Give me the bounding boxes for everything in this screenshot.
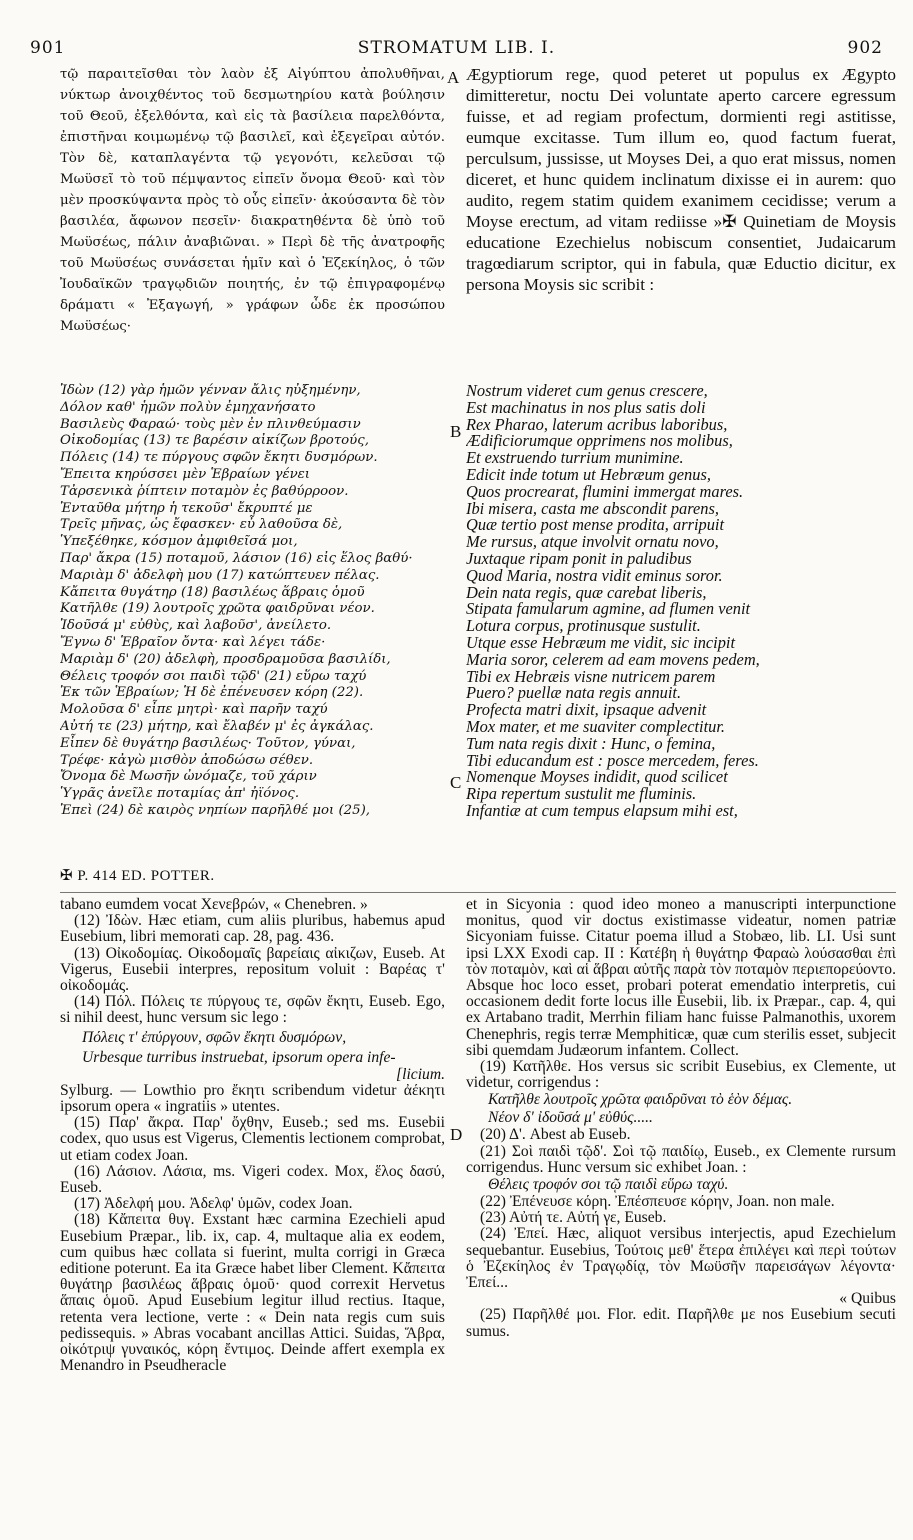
verse-line: Quæ tertio post mense prodita, arripuit bbox=[466, 515, 725, 535]
verse-line: Rex Pharao, laterum acribus laboribus, bbox=[466, 414, 728, 434]
verse-line: Ἔπειτα κηρύσσει μὲν Ἑβραίων γένει bbox=[60, 466, 311, 482]
verse-line: Τρεῖς μῆνας, ὡς ἔφασκεν· εὖ λαθοῦσα δὲ, bbox=[60, 517, 343, 533]
note-text: (16) Λάσιον. Λάσια, ms. Vigeri codex. Mox, ἕλος δασύ, Euseb. bbox=[60, 1162, 445, 1197]
margin-marker-b: B bbox=[450, 422, 462, 441]
greek-verse-column bbox=[60, 383, 445, 823]
divider bbox=[60, 892, 896, 893]
verse-line: Stipata famularum agmine, ad flumen venit bbox=[466, 599, 751, 619]
verse-line: Ὑγρᾶς ἀνεῖλε ποταμίας ἀπ' ἠϊόνος. bbox=[60, 786, 300, 802]
verse-line: Κατῆλθε (19) λουτροῖς χρῶτα φαιδρῦναι νέον. bbox=[60, 601, 375, 617]
verse-line: Ædificiorumque opprimens nos molibus, bbox=[466, 431, 733, 451]
note-paragraph bbox=[466, 1127, 896, 1143]
note-paragraph bbox=[466, 1144, 896, 1176]
verse-line: Tum nata regis dixit : Hunc, o femina, bbox=[466, 733, 716, 753]
note-text: (25) Παρῆλθέ μοι. Flor. edit. Παρῆλθε με nos Eusebium secuti sumus. bbox=[466, 1306, 896, 1340]
note-paragraph bbox=[466, 1307, 896, 1339]
verse-line: Lotura corpus, protinusque sustulit. bbox=[466, 616, 701, 636]
note-verse: Πόλεις τ' ἐπύργουν, σφῶν ἔκητι δυσμόρων, bbox=[82, 1028, 347, 1046]
verse-line: Ἔγνω δ' Ἑβραῖον ὄντα· καὶ λέγει τάδε· bbox=[60, 634, 326, 650]
verse-line: Quos procrearat, flumini immergat mares. bbox=[466, 481, 744, 501]
note-text: (23) Αὐτή τε. Αὐτή γε, Euseb. bbox=[480, 1209, 667, 1227]
note-text: (18) Κἄπειτα θυγ. Exstant hæc carmina Ezechieli apud Eusebium Præpar., lib. ix, cap. 4, multaque alia ex eodem, cum quibus hæc collata si fuerint, multa corrigi in Græca editione poterunt. Ea ita Græce habet liber Clement. Κἄπειτα θυγάτηρ βασιλέως ἅβραις ὁμοῦ· quod correxit Hervetus ἅπαις ὁμοῦ. Apud Eusebium legitur illud rectius. Itaque, retenta vera lectione, verte : « Dein nata regis cum suis pedissequis. » Abras vocabant ancillas Attici. Suidas, Ἅβρα, οἰκότριψ γυναικός, κόρη ἔντιμος. Deinde affert exempla ex Menandro in Pseudheracle bbox=[60, 1211, 445, 1375]
greek-prose: τῷ παραιτεῖσθαι τὸν λαὸν ἐξ Αἰγύπτου ἀπολυθῆναι, νύκτωρ ἀνοιχθέντος τοῦ δεσμωτηρίου κατὰ βούλησιν τοῦ Θεοῦ, ἐξελθόντα, καὶ εἰς τὰ βασίλεια παρελθόντα, ἐπιστῆναι κοιμωμένῳ τῷ βασιλεῖ, καὶ ἐξεγεῖραι αὐτόν. Τὸν δὲ, καταπλαγέντα τῷ γεγονότι, κελεῦσαι τῷ Μωϋσεῖ τὸ τοῦ πέμψαντος εἰπεῖν ὄνομα Θεοῦ· καὶ τὸν μὲν προσκύψαντα πρὸς τὸ οὖς εἰπεῖν· ἀκούσαντα δὲ τὸν βασιλέα, ἄφωνον πεσεῖν· διακρατηθέντα δὲ ὑπὸ τοῦ Μωϋσέως, πάλιν ἀναβιῶναι. » Περὶ δὲ τῆς ἀνατροφῆς τοῦ Μωϋσέως συνάσεται ἡμῖν καὶ ὁ Ἐζεκίηλος, ὁ τῶν Ἰουδαϊκῶν τραγῳδιῶν ποιητής, ἐν τῷ ἐπιγραφομένῳ δράματι « Ἐξαγωγή, » γράφων ὧδε ἐκ προσώπου Μωϋσέως· bbox=[60, 67, 445, 334]
verse-line: Tibi ex Hebræis visne nutricem parem bbox=[466, 666, 716, 686]
note-paragraph: Sylburg. — Lowthio pro ἔκητι scribendum videtur ἀέκητι ipsorum opera « ingratiis » utentes. bbox=[60, 1081, 445, 1116]
note-text: (21) Σοὶ παιδὶ τῷδ'. Σοὶ τῷ παιδίῳ, Euseb., ex Clemente rursum corrigendus. Hunc versum sic exhibet Joan. : bbox=[466, 1142, 896, 1176]
verse-line: Ἰδοῦσά μ' εὐθὺς, καὶ λαβοῦσ', ἀνείλετο. bbox=[60, 618, 332, 634]
verse-line: Nomenque Moyses indidit, quod scilicet bbox=[466, 767, 728, 787]
note-text: (12) Ἰδὼν. Hæc etiam, cum aliis pluribus, habemus apud Eusebium, libri memorati cap. 28, pag. 436. bbox=[60, 912, 445, 946]
notes-right-column bbox=[466, 897, 896, 1527]
note-text: (13) Οἰκοδομίας. Οἰκοδομαῖς βαρείαις αἰκιζων, Euseb. At Vigerus, Eusebii interpres, repositum voluit : Βαρέας τ' οἰκοδομάς. bbox=[60, 944, 445, 995]
note-paragraph bbox=[466, 1226, 896, 1291]
running-header bbox=[30, 38, 883, 62]
verse-line: Me rursus, atque involvit ornatu novo, bbox=[466, 532, 719, 552]
note-paragraph bbox=[60, 1212, 445, 1374]
verse-line: Ἐνταῦθα μήτηρ ἡ τεκοῦσ' ἔκρυπτέ με bbox=[60, 500, 313, 516]
verse-line: Βασιλεὺς Φαραώ· τοὺς μὲν ἐν πλινθεύμασιν bbox=[60, 416, 361, 432]
margin-marker-a: A bbox=[447, 68, 460, 87]
verse-line: Dein nata regis, quæ carebat liberis, bbox=[466, 582, 707, 602]
note-paragraph: tabano eumdem vocat Χενεβρών, « Chenebren. » bbox=[60, 897, 368, 913]
note-text: (15) Παρ' ἄκρα. Παρ' ὄχθην, Euseb.; sed ms. Eusebii codex, quo usus est Vigerus, Clementis lectionem comprobat, ut etiam codex Joan. bbox=[60, 1114, 445, 1164]
latin-verse-column bbox=[466, 383, 896, 823]
verse-line: Tibi educandum est : posce mercedem, feres. bbox=[466, 750, 759, 770]
verse-line: Δόλον καθ' ἡμῶν πολὺν ἐμηχανήσατο bbox=[60, 399, 316, 415]
note-text: (19) Κατῆλθε. Hos versus sic scribit Eusebius, ex Clemente, ut videtur, corrigendus : bbox=[466, 1058, 896, 1092]
verse-line: Mox mater, et me suaviter complectitur. bbox=[466, 716, 725, 736]
verse-line: Ἐκ τῶν Ἑβραίων; Ἡ δὲ ἐπένευσεν κόρη (22). bbox=[60, 685, 364, 701]
notes-left-column bbox=[60, 897, 445, 1527]
note-text: (24) Ἐπεί. Hæc, aliquot versibus interjectis, apud Ezechielum sequebantur. Eusebius, Τούτοις μεθ' ἕτερα ἐπιλέγει καὶ περὶ τούτων ὁ Ἐζεκίηλος ἐν Τραγῳδίᾳ, τὸν Μωϋσῆν παρεισάγων λέγοντα· Ἐπεί... bbox=[466, 1225, 896, 1292]
verse-line: Ibi misera, casta me abscondit parens, bbox=[466, 498, 719, 518]
right-page-number: 902 bbox=[847, 38, 883, 58]
verse-line: Maria soror, celerem ad eam movens pedem, bbox=[466, 649, 760, 669]
note-paragraph bbox=[466, 1194, 896, 1210]
verse-line: Utque esse Hebræum me vidit, sic incipit bbox=[466, 632, 736, 652]
note-paragraph bbox=[60, 994, 445, 1026]
note-verse: Νέον δ' ἰδοῦσά μ' εὐθύς..... bbox=[488, 1109, 653, 1127]
verse-line: Οἰκοδομίας (13) τε βαρέσιν αἰκίζων βροτούς, bbox=[60, 433, 369, 449]
greek-prose-column bbox=[60, 64, 445, 378]
margin-marker-d: D bbox=[450, 1125, 463, 1144]
note-continuation: « Quibus bbox=[839, 1290, 896, 1308]
verse-line: Edicit inde totum ut Hebræum genus, bbox=[466, 464, 711, 484]
verse-line: Τἀρσενικὰ ῥίπτειν ποταμὸν ἐς βαθύρροον. bbox=[60, 483, 349, 499]
latin-prose-column bbox=[466, 64, 896, 378]
verse-line: Ripa repertum sustulit me fluminis. bbox=[466, 784, 697, 804]
note-paragraph bbox=[60, 1196, 445, 1212]
note-text: (14) Πόλ. Πόλεις τε πύργους τε, σφῶν ἔκητι, Euseb. Ego, si nihil deest, hunc versum sic lego : bbox=[60, 993, 445, 1027]
verse-line: Μαριὰμ δ' (20) ἀδελφὴ, προσδραμοῦσα βασιλίδι, bbox=[60, 651, 391, 667]
note-text: (17) Ἀδελφή μου. Ἀδελφ' ὑμῶν, codex Joan. bbox=[74, 1195, 353, 1213]
note-verse-continuation: [licium. bbox=[396, 1065, 445, 1083]
verse-line: Nostrum videret cum genus crescere, bbox=[466, 383, 708, 400]
verse-line: Juxtaque ripam ponit in paludibus bbox=[466, 548, 692, 568]
note-paragraph bbox=[60, 913, 445, 945]
potter-reference: ✠ P. 414 ED. POTTER. bbox=[60, 868, 215, 884]
verse-line: Αὐτή τε (23) μήτηρ, καὶ ἔλαβέν μ' ἐς ἀγκάλας. bbox=[60, 718, 374, 734]
note-verse: Θέλεις τροφόν σοι τῷ παιδὶ εὕρω ταχύ. bbox=[488, 1176, 729, 1194]
verse-line: Τρέφε· κἀγὼ μισθὸν ἀποδώσω σέθεν. bbox=[60, 752, 314, 768]
verse-line: Infantiæ at cum tempus elapsum mihi est, bbox=[466, 800, 738, 820]
verse-line: Παρ' ἄκρα (15) ποταμοῦ, λάσιον (16) εἰς ἕλος βαθύ· bbox=[60, 550, 413, 566]
note-paragraph bbox=[466, 1059, 896, 1091]
verse-line: Ἐπεὶ (24) δὲ καιρὸς νηπίων παρῆλθέ μοι (25), bbox=[60, 802, 371, 818]
left-page-number: 901 bbox=[30, 38, 66, 58]
note-verse: Urbesque turribus instruebat, ipsorum opera infe- bbox=[82, 1048, 396, 1066]
verse-line: Πόλεις (14) τε πύργους σφῶν ἔκητι δυσμόρων. bbox=[60, 450, 378, 466]
verse-line: Κἄπειτα θυγάτηρ (18) βασιλέως ἅβραις ὁμοῦ bbox=[60, 584, 365, 600]
verse-line: Ἰδὼν (12) γὰρ ἡμῶν γένναν ἄλις ηὐξημένην, bbox=[60, 383, 361, 398]
verse-line: Puero? puellæ nata regis annuit. bbox=[466, 683, 682, 703]
latin-prose: Ægyptiorum rege, quod peteret ut populus ex Ægypto dimitteretur, noctu Dei voluntate aperto carcere egressum fuisse, et ad regiam profectum, dormienti regi astitisse, eumque excitasse. Tum illum eo, quod factum fuerat, perculsum, jussisse, ut Moyses Dei, a quo erat missus, nomen diceret, et hunc quidem inclinatum dixisse ei in aurem: quo audito, regem statim quidem exanimem cecidisse; verum a Moyse erectum, ad vitam rediisse »✠ Quinetiam de Moysis educatione Ezechielus nobiscum consentiet, Judaicarum tragœdiarum scriptor, qui in fabula, quæ Eductio dicitur, ex persona Moysis sic scribit : bbox=[466, 65, 896, 294]
verse-line: Μολοῦσα δ' εἶπε μητρὶ· καὶ παρῆν ταχύ bbox=[60, 702, 328, 718]
margin-marker-c: C bbox=[450, 773, 462, 792]
note-paragraph bbox=[60, 1164, 445, 1196]
verse-line: Μαριὰμ δ' ἀδελφὴ μου (17) κατώπτευεν πέλας. bbox=[60, 567, 380, 583]
verse-line: Θέλεις τροφόν σοι παιδὶ τῷδ' (21) εὕρω ταχύ bbox=[60, 668, 367, 684]
note-text: (20) Δ'. Abest ab Euseb. bbox=[480, 1126, 631, 1144]
verse-line: Εἶπεν δὲ θυγάτηρ βασιλέως· Τοῦτον, γύναι, bbox=[60, 735, 356, 751]
note-paragraph bbox=[60, 946, 445, 995]
note-verse: Κατῆλθε λουτροῖς χρῶτα φαιδρῦναι τὸ ἑὸν δέμας. bbox=[488, 1091, 793, 1109]
verse-line: Quod Maria, nostra vidit eminus soror. bbox=[466, 565, 723, 585]
note-paragraph bbox=[466, 1210, 896, 1226]
note-text: (22) Ἐπένευσε κόρη. Ἐπέσπευσε κόρην, Joan. non male. bbox=[480, 1193, 835, 1211]
verse-line: Et exstruendo turrium munimine. bbox=[466, 448, 684, 468]
note-paragraph: et in Sicyonia : quod ideo moneo a manuscripti interpunctione monitus, quod vir doctus existimasse videatur, nomen patriæ Sicyoniam fuisse. Citatur poema illud a Stobæo, lib. LI. Usi sunt ipsi LXX Exodi cap. II : Κατέβη ἡ θυγάτηρ Φαραὼ λούσασθαι ἐπὶ τὸν ποταμὸν, καὶ αἱ ἅβραι αὐτῆς παρὰ τὸν ποταμὸν περιεπορεύοντο. Absque hoc loco esset, probari poterat emendatio interpretis, cui occasionem dedit forte locus ille Eusebii, lib. ix Præpar., cap. 4, qui ex Artabano tradit, Merrhin filiam hanc fuisse Palmanothis, uxorem Chenephris, regis terræ Memphiticæ, quæ cum sterilis esset, subjecit sibi quemdam Judæorum infantem. Collect. bbox=[466, 897, 896, 1059]
verse-line: Ὄνομα δὲ Μωσῆν ὠνόμαζε, τοῦ χάριν bbox=[60, 769, 317, 785]
note-paragraph bbox=[60, 1115, 445, 1164]
verse-line: Ὑπεξέθηκε, κόσμον ἀμφιθεῖσά μοι, bbox=[60, 534, 298, 550]
running-title: STROMATUM LIB. I. bbox=[357, 38, 556, 58]
verse-line: Profecta matri dixit, ipsaque advenit bbox=[466, 700, 707, 720]
verse-line: Est machinatus in nos plus satis doli bbox=[466, 397, 706, 417]
